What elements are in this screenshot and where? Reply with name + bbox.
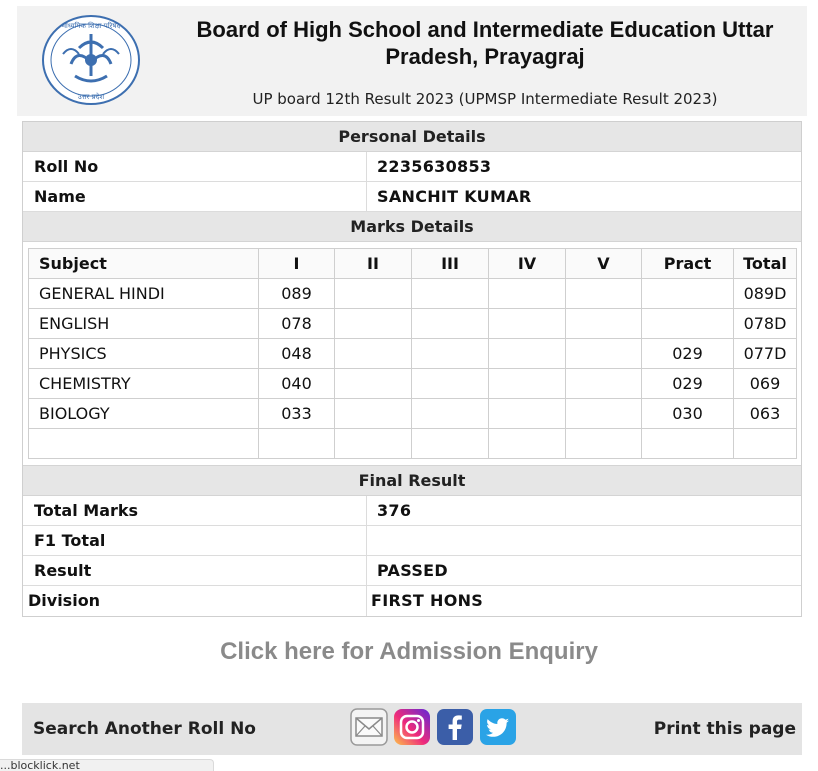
marks-cell bbox=[566, 339, 642, 369]
upmsp-logo bbox=[41, 14, 141, 106]
table-row bbox=[29, 339, 797, 369]
marks-cell bbox=[489, 399, 566, 429]
subject-cell: BIOLOGY bbox=[29, 399, 259, 429]
col-i: I bbox=[259, 249, 335, 279]
col-pract: Pract bbox=[642, 249, 734, 279]
marks-table-wrap bbox=[23, 242, 801, 466]
pract-cell: 030 bbox=[642, 399, 734, 429]
subject-cell bbox=[29, 429, 259, 459]
search-another-roll-link[interactable]: Search Another Roll No bbox=[33, 719, 256, 739]
marks-cell: 089 bbox=[259, 279, 335, 309]
marks-cell bbox=[489, 369, 566, 399]
table-row bbox=[29, 369, 797, 399]
table-row-empty bbox=[29, 429, 797, 459]
marks-cell bbox=[335, 369, 412, 399]
admission-enquiry-link[interactable]: Click here for Admission Enquiry bbox=[220, 638, 598, 665]
marks-cell bbox=[412, 279, 489, 309]
marks-cell bbox=[335, 399, 412, 429]
result-subtitle: UP board 12th Result 2023 (UPMSP Intermediate Result 2023) bbox=[252, 90, 718, 108]
total-cell: 089D bbox=[734, 279, 797, 309]
subject-cell: PHYSICS bbox=[29, 339, 259, 369]
name-row bbox=[23, 182, 801, 212]
roll-no-label: Roll No bbox=[23, 152, 367, 181]
marks-cell bbox=[335, 279, 412, 309]
col-total: Total bbox=[734, 249, 797, 279]
marks-cell: 048 bbox=[259, 339, 335, 369]
marks-cell: 040 bbox=[259, 369, 335, 399]
result-row bbox=[23, 556, 801, 586]
twitter-icon[interactable] bbox=[479, 708, 517, 746]
f1-total-label: F1 Total bbox=[23, 526, 367, 555]
logo-bottom-text: उत्तर प्रदेश bbox=[77, 93, 105, 101]
board-title: Board of High School and Intermediate Education Uttar Pradesh, Prayagraj bbox=[196, 17, 774, 69]
pract-cell: 029 bbox=[642, 339, 734, 369]
roll-no-value: 2235630853 bbox=[377, 157, 492, 176]
total-cell: 077D bbox=[734, 339, 797, 369]
f1-total-row bbox=[23, 526, 801, 556]
result-card bbox=[22, 121, 802, 617]
total-marks-row bbox=[23, 496, 801, 526]
pract-cell bbox=[642, 279, 734, 309]
result-label: Result bbox=[23, 556, 367, 585]
result-value: PASSED bbox=[377, 561, 448, 580]
roll-no-row bbox=[23, 152, 801, 182]
marks-cell bbox=[335, 339, 412, 369]
pract-cell bbox=[642, 309, 734, 339]
mail-icon[interactable] bbox=[350, 708, 388, 746]
marks-cell: 033 bbox=[259, 399, 335, 429]
division-row bbox=[23, 586, 801, 616]
marks-cell bbox=[489, 429, 566, 459]
subject-cell: CHEMISTRY bbox=[29, 369, 259, 399]
marks-details-heading: Marks Details bbox=[23, 212, 801, 242]
personal-details-heading: Personal Details bbox=[23, 122, 801, 152]
total-cell: 078D bbox=[734, 309, 797, 339]
col-iii: III bbox=[412, 249, 489, 279]
marks-cell bbox=[335, 309, 412, 339]
marks-header-row bbox=[29, 249, 797, 279]
marks-table bbox=[28, 248, 797, 459]
total-marks-label: Total Marks bbox=[23, 496, 367, 525]
print-page-link[interactable]: Print this page bbox=[653, 719, 796, 739]
marks-cell bbox=[566, 429, 642, 459]
total-cell bbox=[734, 429, 797, 459]
f1-total-value bbox=[367, 526, 801, 555]
division-value: FIRST HONS bbox=[371, 591, 484, 610]
total-cell: 063 bbox=[734, 399, 797, 429]
marks-cell bbox=[412, 309, 489, 339]
name-value: SANCHIT KUMAR bbox=[377, 187, 532, 206]
marks-cell bbox=[566, 309, 642, 339]
marks-cell: 078 bbox=[259, 309, 335, 339]
total-cell: 069 bbox=[734, 369, 797, 399]
marks-cell bbox=[412, 339, 489, 369]
marks-cell bbox=[489, 279, 566, 309]
division-label: Division bbox=[23, 586, 367, 616]
table-row bbox=[29, 399, 797, 429]
col-subject: Subject bbox=[29, 249, 259, 279]
browser-status-bar: ...blocklick.net bbox=[0, 759, 214, 771]
subject-cell: ENGLISH bbox=[29, 309, 259, 339]
marks-cell bbox=[335, 429, 412, 459]
share-icons bbox=[350, 708, 517, 746]
marks-cell bbox=[566, 279, 642, 309]
marks-cell bbox=[412, 399, 489, 429]
pract-cell: 029 bbox=[642, 369, 734, 399]
marks-cell bbox=[489, 309, 566, 339]
marks-cell bbox=[489, 339, 566, 369]
table-row bbox=[29, 309, 797, 339]
page-header bbox=[17, 6, 807, 116]
col-v: V bbox=[566, 249, 642, 279]
marks-cell bbox=[412, 369, 489, 399]
logo-top-text: माध्यमिक शिक्षा परिषद bbox=[61, 22, 121, 30]
marks-cell bbox=[566, 369, 642, 399]
subject-cell: GENERAL HINDI bbox=[29, 279, 259, 309]
total-marks-value: 376 bbox=[377, 501, 412, 520]
col-iv: IV bbox=[489, 249, 566, 279]
marks-cell bbox=[566, 399, 642, 429]
final-result-heading: Final Result bbox=[23, 466, 801, 496]
marks-cell bbox=[259, 429, 335, 459]
pract-cell bbox=[642, 429, 734, 459]
facebook-icon[interactable] bbox=[436, 708, 474, 746]
name-label: Name bbox=[23, 182, 367, 211]
footer-bar bbox=[22, 703, 802, 755]
instagram-icon[interactable] bbox=[393, 708, 431, 746]
marks-cell bbox=[412, 429, 489, 459]
col-ii: II bbox=[335, 249, 412, 279]
table-row bbox=[29, 279, 797, 309]
